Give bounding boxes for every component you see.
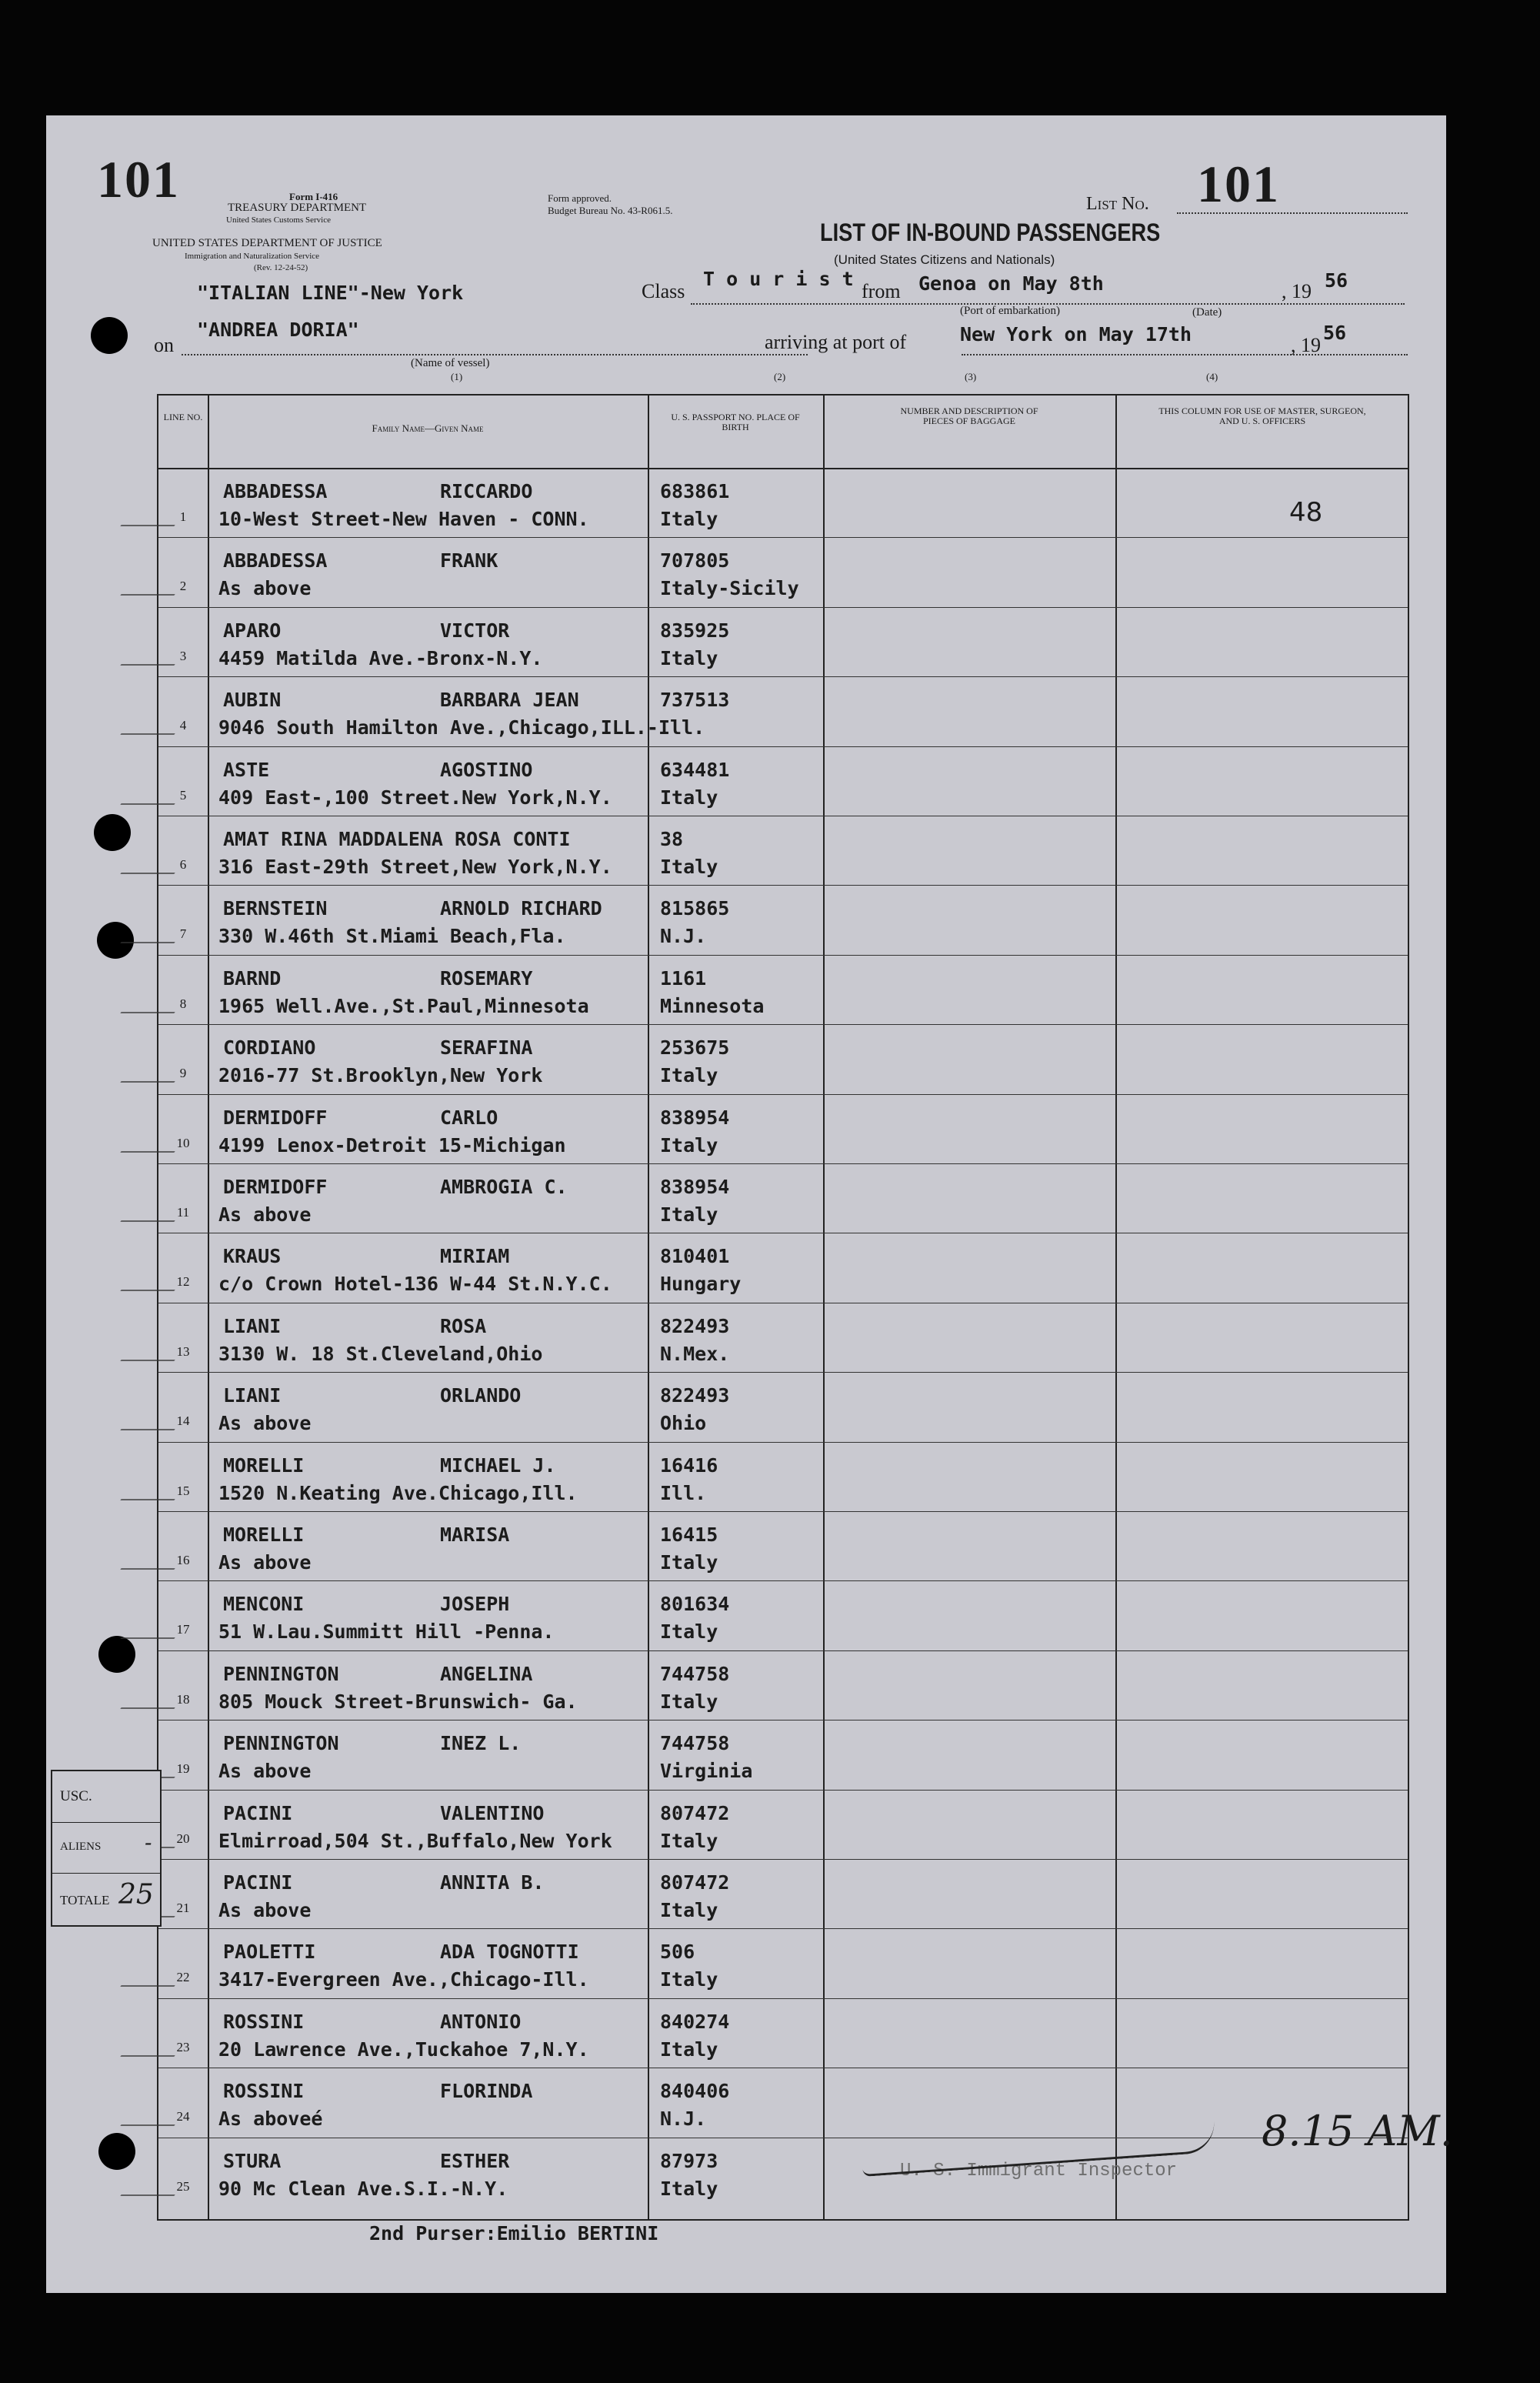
- place-of-birth: Virginia: [660, 1760, 753, 1783]
- family-name: CORDIANO: [223, 1036, 316, 1060]
- family-name: PENNINGTON: [223, 1662, 339, 1685]
- place-of-birth: Italy: [660, 1064, 718, 1087]
- table-row: [158, 1442, 1408, 1511]
- address: As aboveé: [218, 2108, 323, 2131]
- address: As above: [218, 577, 312, 600]
- family-name: APARO: [223, 619, 282, 642]
- header-name: Family Name—Given Name: [372, 422, 484, 434]
- given-name: ANNITA B.: [440, 1871, 545, 1894]
- table-row: [158, 1720, 1408, 1789]
- given-name: ROSA: [440, 1314, 487, 1337]
- table-row: [158, 1511, 1408, 1580]
- given-name: FRANK: [440, 549, 498, 572]
- given-name: ADA TOGNOTTI: [440, 1941, 579, 1964]
- table-row: [158, 746, 1408, 816]
- passport-number: 16416: [660, 1453, 718, 1477]
- agency-treasury: TREASURY DEPARTMENT: [228, 202, 367, 214]
- table-row: [158, 816, 1408, 885]
- document-page: [46, 115, 1453, 2293]
- passport-number: 253675: [660, 1036, 730, 1060]
- family-name: LIANI: [223, 1314, 282, 1337]
- aliens-value: -: [145, 1830, 152, 1855]
- form-number: Form I-416: [289, 191, 338, 202]
- line-number: 4: [179, 718, 187, 733]
- year-prefix-1: , 19: [1282, 280, 1312, 302]
- line-number: 14: [176, 1413, 190, 1429]
- year-2: 56: [1323, 322, 1347, 344]
- family-name: ABBADESSA: [223, 549, 328, 572]
- passport-number: 815865: [660, 897, 730, 920]
- passport-number: 822493: [660, 1384, 730, 1407]
- place-of-birth: Italy: [660, 646, 718, 669]
- family-name: AUBIN: [223, 689, 282, 712]
- place-of-birth: Italy-Sicily: [660, 577, 799, 600]
- on-label: on: [154, 334, 174, 356]
- page-number-left: 101: [97, 150, 180, 209]
- passport-number: 1161: [660, 966, 707, 990]
- passport-number: 506: [660, 1941, 695, 1964]
- family-name: ASTE: [223, 758, 270, 781]
- line-number: 11: [176, 1205, 190, 1220]
- family-name: ROSSINI: [223, 2080, 305, 2103]
- address: 20 Lawrence Ave.,Tuckahoe 7,N.Y.: [218, 2038, 589, 2061]
- line-number: 9: [179, 1066, 187, 1081]
- place-of-birth: Italy: [660, 1620, 718, 1644]
- vessel-name: "ANDREA DORIA": [197, 319, 359, 341]
- line-number: 21: [176, 1901, 190, 1915]
- line-number: 1: [179, 509, 187, 524]
- table-row: [158, 676, 1408, 746]
- punch-hole: [98, 1636, 135, 1673]
- column-caption-1: (1): [451, 371, 463, 382]
- punch-hole: [98, 2133, 135, 2170]
- place-of-birth: Italy: [660, 856, 718, 878]
- line-number: 23: [176, 2039, 190, 2054]
- table-row: [158, 537, 1408, 606]
- passport-number: 737513: [660, 689, 730, 712]
- usc-label: USC.: [60, 1788, 92, 1804]
- address: 4199 Lenox-Detroit 15-Michigan: [218, 1133, 566, 1156]
- place-of-birth: Italy: [660, 2177, 718, 2200]
- purser-signature: 2nd Purser:Emilio BERTINI: [369, 2222, 659, 2244]
- line-number: 2: [179, 579, 187, 594]
- passport-number: 838954: [660, 1176, 730, 1198]
- given-name: RICCARDO: [440, 480, 533, 502]
- column-caption-2: (2): [774, 371, 786, 382]
- table-row: [158, 1790, 1408, 1859]
- time-note: 8.15 AM.: [1262, 2107, 1453, 2155]
- place-of-birth: Ohio: [660, 1412, 707, 1435]
- table-row: [158, 1580, 1408, 1650]
- table-row: [158, 1233, 1408, 1302]
- passport-number: 838954: [660, 1106, 730, 1129]
- address: As above: [218, 1551, 312, 1574]
- list-no-label: List No.: [1086, 194, 1149, 214]
- table-row: [158, 885, 1408, 954]
- table-row: [158, 607, 1408, 676]
- page-title: LIST OF IN-BOUND PASSENGERS: [820, 219, 1161, 246]
- family-name: MORELLI: [223, 1453, 305, 1477]
- address: 4459 Matilda Ave.-Bronx-N.Y.: [218, 646, 543, 669]
- table-row: [158, 2068, 1408, 2137]
- given-name: INEZ L.: [440, 1732, 522, 1755]
- column-caption-4: (4): [1206, 371, 1218, 382]
- line-number: 5: [179, 787, 187, 803]
- officer-note: 48: [1289, 497, 1323, 528]
- page-number-right: 101: [1197, 155, 1280, 213]
- given-name: ANGELINA: [440, 1662, 533, 1685]
- place-of-birth: Italy: [660, 786, 718, 809]
- agency-justice: UNITED STATES DEPARTMENT OF JUSTICE: [152, 237, 382, 249]
- agency-customs: United States Customs Service: [226, 215, 331, 225]
- family-name: LIANI: [223, 1384, 282, 1407]
- line-number: 15: [176, 1483, 190, 1498]
- address: 805 Mouck Street-Brunswich- Ga.: [218, 1690, 578, 1713]
- table-row: [158, 1650, 1408, 1720]
- vessel-caption: (Name of vessel): [411, 357, 490, 369]
- given-name: JOSEPH: [440, 1593, 510, 1616]
- line-number: 10: [176, 1135, 190, 1150]
- place-of-birth: Italy: [660, 508, 718, 530]
- header-baggage: NUMBER AND DESCRIPTION OF PIECES OF BAGGAGE: [900, 406, 1038, 426]
- place-of-birth: Minnesota: [660, 994, 765, 1017]
- budget-bureau: Budget Bureau No. 43-R061.5.: [548, 205, 673, 216]
- line-number: 6: [179, 857, 187, 872]
- family-name: STURA: [223, 2149, 282, 2172]
- line-number: 16: [176, 1553, 190, 1567]
- address: As above: [218, 1412, 312, 1435]
- place-of-birth: Italy: [660, 1133, 718, 1156]
- passport-number: 840406: [660, 2080, 730, 2103]
- page-subtitle: (United States Citizens and Nationals): [834, 252, 1055, 267]
- family-name: KRAUS: [223, 1245, 282, 1268]
- passport-number: 744758: [660, 1662, 730, 1685]
- table-row: [158, 2138, 1408, 2207]
- address: 51 W.Lau.Summitt Hill -Penna.: [218, 1620, 555, 1644]
- punch-hole: [94, 814, 131, 851]
- table-row: [158, 955, 1408, 1024]
- family-name: BERNSTEIN: [223, 897, 328, 920]
- line-number: 3: [179, 648, 187, 663]
- address: c/o Crown Hotel-136 W-44 St.N.Y.C.: [218, 1273, 612, 1296]
- family-name: ROSSINI: [223, 2010, 305, 2033]
- passport-number: 38: [660, 828, 684, 850]
- totale-value: 25: [118, 1879, 154, 1911]
- line-number: 20: [176, 1831, 190, 1846]
- place-of-birth: N.Mex.: [660, 1342, 730, 1365]
- passport-number: 822493: [660, 1314, 730, 1337]
- given-name: VICTOR: [440, 619, 510, 642]
- passport-number: 634481: [660, 758, 730, 781]
- place-of-birth: Italy: [660, 1203, 718, 1226]
- address: Elmirroad,504 St.,Buffalo,New York: [218, 1829, 612, 1852]
- class-value: T o u r i s t: [703, 268, 854, 290]
- line-name: "ITALIAN LINE"-New York: [197, 282, 464, 304]
- line-number: 22: [176, 1970, 190, 1985]
- line-number: 7: [179, 926, 187, 942]
- line-number: 25: [176, 2178, 190, 2194]
- table-row: [158, 1094, 1408, 1163]
- given-name: MICHAEL J.: [440, 1453, 556, 1477]
- date-caption: (Date): [1192, 306, 1222, 319]
- arriving-label: arriving at port of: [765, 331, 907, 353]
- address: 1965 Well.Ave.,St.Paul,Minnesota: [218, 994, 589, 1017]
- family-name: DERMIDOFF: [223, 1106, 328, 1129]
- passenger-table: [157, 394, 1409, 2221]
- passport-number: 16415: [660, 1524, 718, 1546]
- given-name: ESTHER: [440, 2149, 510, 2172]
- header-line-no: LINE NO.: [163, 412, 203, 422]
- aliens-label: ALIENS: [60, 1841, 102, 1853]
- table-row: [158, 1024, 1408, 1093]
- address: 1520 N.Keating Ave.Chicago,Ill.: [218, 1481, 578, 1504]
- table-row: [158, 1998, 1408, 2068]
- family-name: MORELLI: [223, 1524, 305, 1546]
- passport-number: 835925: [660, 619, 730, 642]
- given-name: BARBARA JEAN: [440, 689, 579, 712]
- given-name: AMBROGIA C.: [440, 1176, 568, 1198]
- address: 3417-Evergreen Ave.,Chicago-Ill.: [218, 1968, 589, 1991]
- table-row: [158, 1163, 1408, 1233]
- class-label: Class: [642, 280, 685, 302]
- line-number: 24: [176, 2109, 190, 2124]
- revision: (Rev. 12-24-52): [254, 263, 308, 272]
- table-row: [158, 1928, 1408, 1998]
- passport-number: 810401: [660, 1245, 730, 1268]
- family-name: ABBADESSA: [223, 480, 328, 502]
- place-of-birth: N.J.: [660, 2108, 707, 2131]
- arrive-value: New York on May 17th: [960, 323, 1192, 345]
- family-name: PENNINGTON: [223, 1732, 339, 1755]
- given-name: MARISA: [440, 1524, 510, 1546]
- line-number: 8: [179, 996, 187, 1011]
- port-embark-caption: (Port of embarkation): [960, 305, 1060, 317]
- address: 330 W.46th St.Miami Beach,Fla.: [218, 925, 566, 948]
- address: 316 East-29th Street,New York,N.Y.: [218, 856, 612, 878]
- tally-box: [51, 1770, 162, 1927]
- address: 2016-77 St.Brooklyn,New York: [218, 1064, 543, 1087]
- family-name: MENCONI: [223, 1593, 305, 1616]
- place-of-birth: Italy: [660, 1551, 718, 1574]
- table-row: [158, 468, 1408, 537]
- given-name: ORLANDO: [440, 1384, 522, 1407]
- agency-ins: Immigration and Naturalization Service: [185, 252, 320, 261]
- place-of-birth: Italy: [660, 1690, 718, 1713]
- table-row: [158, 1859, 1408, 1928]
- family-name: PACINI: [223, 1801, 293, 1824]
- address: As above: [218, 1760, 312, 1783]
- passport-number: 840274: [660, 2010, 730, 2033]
- place-of-birth: N.J.: [660, 925, 707, 948]
- place-of-birth: Ill.: [660, 1481, 707, 1504]
- embark-value: Genoa on May 8th: [918, 272, 1104, 295]
- given-name: FLORINDA: [440, 2080, 533, 2103]
- address: 3130 W. 18 St.Cleveland,Ohio: [218, 1342, 543, 1365]
- form-approved: Form approved.: [548, 192, 612, 204]
- from-label: from: [862, 280, 901, 302]
- year-prefix-2: , 19: [1291, 334, 1321, 356]
- family-name: DERMIDOFF: [223, 1176, 328, 1198]
- passport-number: 87973: [660, 2149, 718, 2172]
- passport-number: 807472: [660, 1801, 730, 1824]
- line-number: 17: [176, 1622, 190, 1637]
- line-number: 19: [176, 1761, 190, 1777]
- totale-label: TOTALE: [60, 1893, 110, 1907]
- address: 9046 South Hamilton Ave.,Chicago,ILL.-Ill.: [218, 716, 705, 739]
- place-of-birth: Italy: [660, 1968, 718, 1991]
- place-of-birth: Hungary: [660, 1273, 742, 1296]
- given-name: AGOSTINO: [440, 758, 533, 781]
- place-of-birth: Italy: [660, 1829, 718, 1852]
- passport-number: 744758: [660, 1732, 730, 1755]
- column-caption-3: (3): [965, 371, 977, 382]
- given-name: MIRIAM: [440, 1245, 510, 1268]
- given-name: CARLO: [440, 1106, 498, 1129]
- address: 10-West Street-New Haven - CONN.: [218, 508, 589, 530]
- table-row: [158, 1303, 1408, 1372]
- line-number: 13: [176, 1343, 190, 1359]
- family-name: AMAT RINA MADDALENA ROSA CONTI: [223, 828, 571, 850]
- line-number: 12: [176, 1274, 190, 1290]
- inspector-caption: U. S. Immigrant Inspector: [900, 2161, 1178, 2181]
- year-1: 56: [1325, 269, 1348, 292]
- address: 409 East-,100 Street.New York,N.Y.: [218, 786, 612, 809]
- punch-hole: [91, 317, 128, 354]
- address: 90 Mc Clean Ave.S.I.-N.Y.: [218, 2177, 508, 2200]
- table-row: [158, 1372, 1408, 1441]
- header-officers: THIS COLUMN FOR USE OF MASTER, SURGEON, AND U. S. OFFICERS: [1158, 406, 1366, 426]
- line-number: 18: [176, 1691, 190, 1707]
- given-name: SERAFINA: [440, 1036, 533, 1060]
- address: As above: [218, 1899, 312, 1921]
- address: As above: [218, 1203, 312, 1226]
- given-name: ARNOLD RICHARD: [440, 897, 602, 920]
- passport-number: 707805: [660, 549, 730, 572]
- header-passport: U. S. PASSPORT NO. PLACE OF BIRTH: [671, 412, 800, 432]
- place-of-birth: Italy: [660, 1899, 718, 1921]
- family-name: PACINI: [223, 1871, 293, 1894]
- passport-number: 801634: [660, 1593, 730, 1616]
- given-name: ANTONIO: [440, 2010, 522, 2033]
- given-name: ROSEMARY: [440, 966, 533, 990]
- family-name: BARND: [223, 966, 282, 990]
- passport-number: 683861: [660, 480, 730, 502]
- family-name: PAOLETTI: [223, 1941, 316, 1964]
- place-of-birth: Italy: [660, 2038, 718, 2061]
- given-name: VALENTINO: [440, 1801, 545, 1824]
- passport-number: 807472: [660, 1871, 730, 1894]
